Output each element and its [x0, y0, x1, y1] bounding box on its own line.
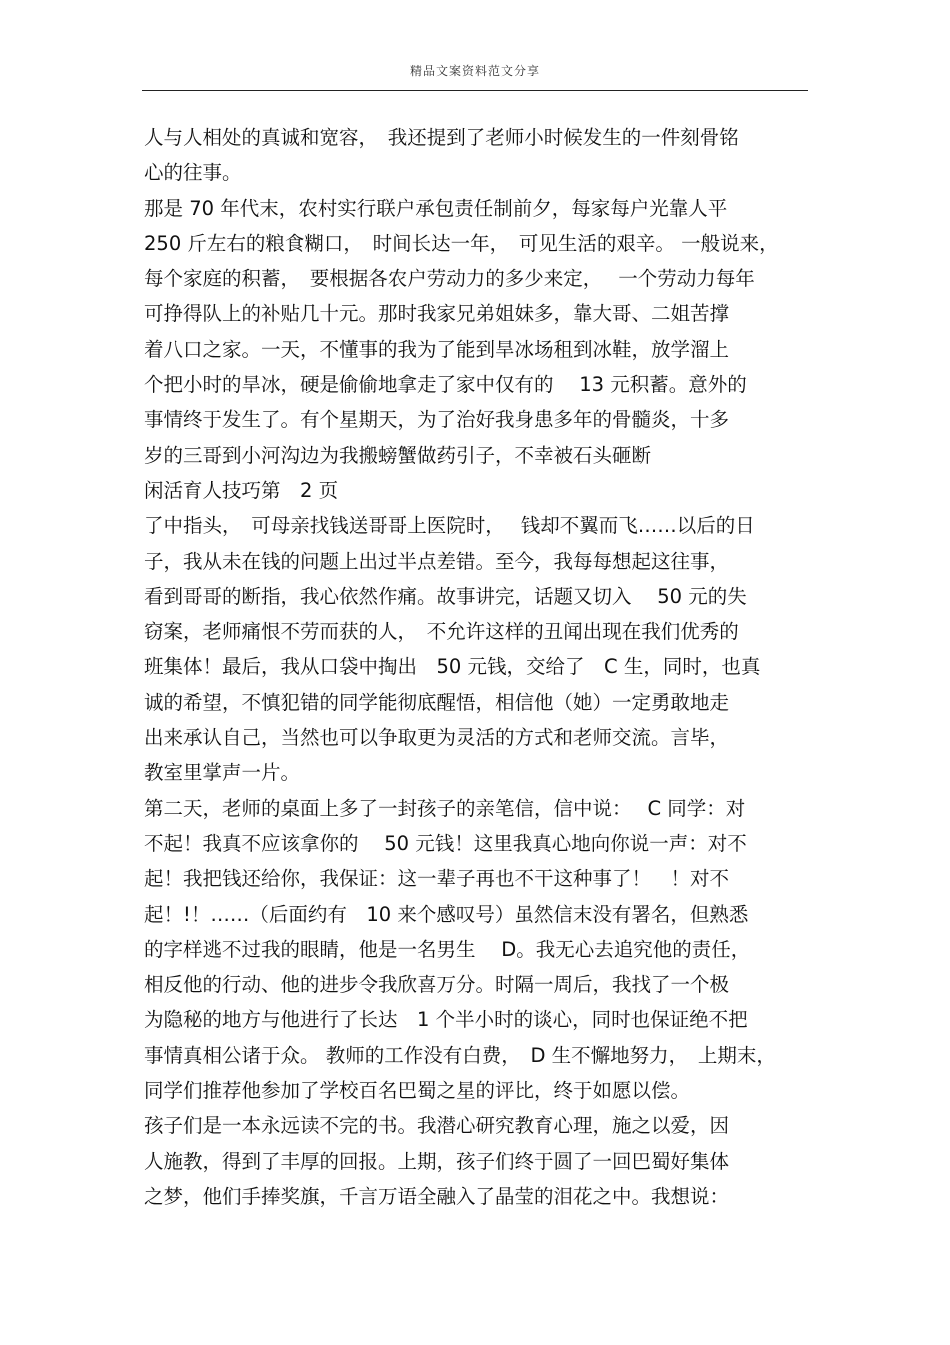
text-line: 事情终于发生了。有个星期天，为了治好我身患多年的骨髓炎，十多 [144, 408, 730, 432]
text-line: 相反他的行动、他的进步令我欣喜万分。时隔一周后，我找了一个极 [144, 973, 730, 997]
text-line: 不起！我真不应该拿你的 50 元钱！这里我真心地向你说一声：对不 [144, 831, 747, 855]
text-line: 可挣得队上的补贴几十元。那时我家兄弟姐妹多，靠大哥、二姐苦撑 [144, 302, 730, 326]
text-line: 的字样逃不过我的眼睛，他是一名男生 D。我无心去追究他的责任， [144, 937, 751, 961]
text-line: 着八口之家。一天，不懂事的我为了能到旱冰场租到冰鞋，放学溜上 [144, 337, 730, 361]
text-line: 看到哥哥的断指，我心依然作痛。故事讲完，话题又切入 50 元的失 [144, 584, 747, 608]
text-line: 岁的三哥到小河沟边为我搬螃蟹做药引子，不幸被石头砸断 [144, 443, 652, 467]
text-line: 子，我从未在钱的问题上出过半点差错。至今，我每每想起这往事， [144, 549, 730, 573]
document-body [144, 120, 824, 1214]
text-line: 人与人相处的真诚和宽容， 我还提到了老师小时候发生的一件刻骨铭 [144, 126, 739, 149]
text-line: 孩子们是一本永远读不完的书。我潜心研究教育心理，施之以爱，因 [144, 1114, 730, 1138]
text-line: 出来承认自己，当然也可以争取更为灵活的方式和老师交流。言毕， [144, 726, 730, 750]
text-line: 闲活育人技巧第 2 页 [144, 478, 339, 502]
text-line: 之梦，他们手捧奖旗，千言万语全融入了晶莹的泪花之中。我想说： [144, 1184, 730, 1208]
text-line: 第二天，老师的桌面上多了一封孩子的亲笔信，信中说： C 同学：对 [144, 796, 746, 820]
text-line: 个把小时的旱冰，硬是偷偷地拿走了家中仅有的 13 元积蓄。意外的 [144, 373, 747, 397]
text-line: 心的往事。 [144, 161, 242, 185]
text-line: 了中指头， 可母亲找钱送哥哥上医院时， 钱却不翼而飞……以后的日 [144, 514, 755, 538]
text-line: 同学们推荐他参加了学校百名巴蜀之星的评比，终于如愿以偿。 [144, 1079, 691, 1103]
text-line: 起！我把钱还给你，我保证：这一辈子再也不干这种事了！ ！对不 [144, 867, 730, 891]
text-line: 教室里掌声一片。 [144, 761, 301, 785]
text-line: 250 斤左右的粮食糊口， 时间长达一年， 可见生活的艰辛。 一般说来， [144, 231, 779, 255]
text-line: 诚的希望，不慎犯错的同学能彻底醒悟，相信他（她）一定勇敢地走 [144, 690, 730, 714]
page-header: 精品文案资料范文分享 [409, 64, 540, 78]
text-line: 事情真相公诸于众。 教师的工作没有白费， D 生不懈地努力， 上期末， [144, 1043, 776, 1067]
text-line: 起！!！……（后面约有 10 来个感叹号）虽然信末没有署名，但熟悉 [144, 902, 749, 926]
text-line: 班集体！最后，我从口袋中掏出 50 元钱，交给了 C 生，同时，也真 [144, 655, 761, 679]
text-line: 人施教，得到了丰厚的回报。上期，孩子们终于圆了一回巴蜀好集体 [144, 1149, 730, 1173]
text-line: 为隐秘的地方与他进行了长达 1 个半小时的谈心，同时也保证绝不把 [144, 1008, 748, 1032]
text-line: 窃案，老师痛恨不劳而获的人， 不允许这样的丑闻出现在我们优秀的 [144, 620, 739, 644]
text-line: 每个家庭的积蓄， 要根据各农户劳动力的多少来定， 一个劳动力每年 [144, 267, 755, 291]
text-line: 那是 70 年代末，农村实行联户承包责任制前夕，每家每户光靠人平 [144, 196, 728, 220]
header-divider [142, 90, 808, 91]
